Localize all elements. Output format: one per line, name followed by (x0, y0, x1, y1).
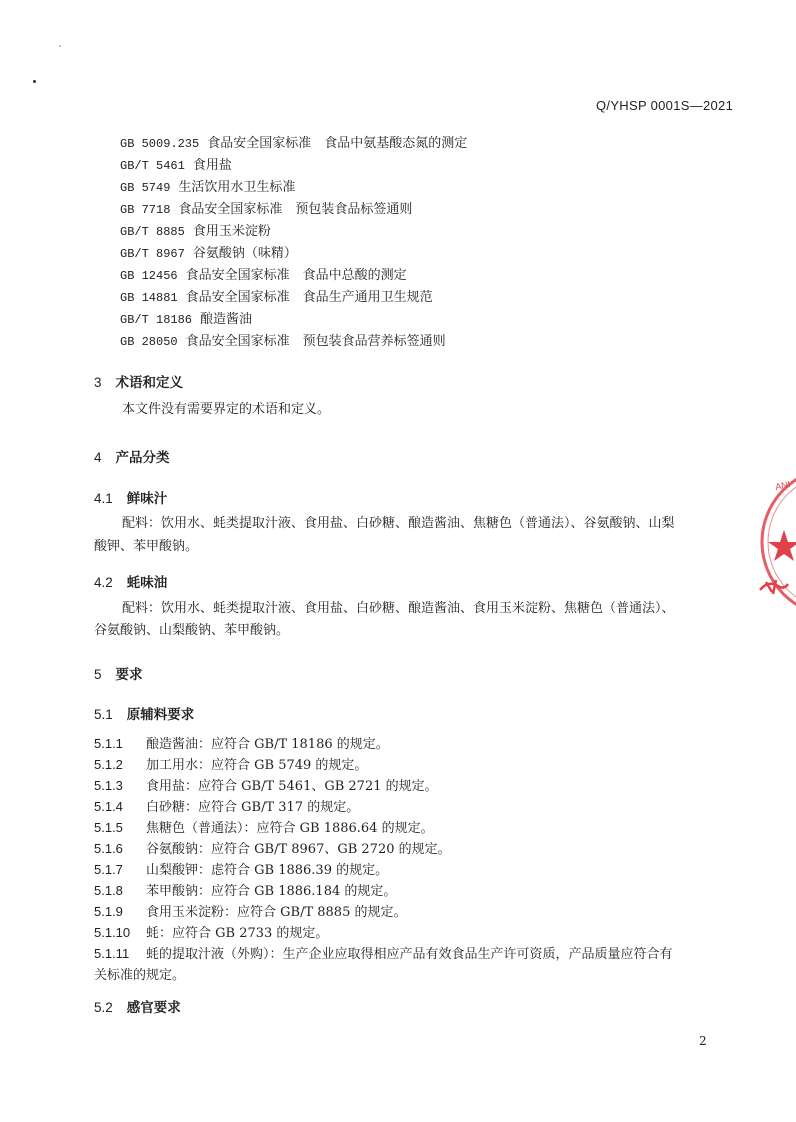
ingredients-text: 配料：饮用水、蚝类提取汁液、食用盐、白砂糖、酿造酱油、焦糖色（普通法）、谷氨酸钠、山梨 (122, 516, 675, 531)
reference-item: GB 14881 食品安全国家标准 食品生产通用卫生规范 (120, 290, 433, 305)
scan-mark (59, 45, 61, 47)
reference-item: GB/T 8967 谷氨酸钠（味精） (120, 246, 297, 261)
list-item: 5.1.3 食用盐：应符合 GB/T 5461、GB 2721 的规定。 (94, 778, 438, 794)
ingredients-text: 酸钾、苯甲酸钠。 (94, 539, 199, 554)
svg-text:ANI: ANI (774, 479, 792, 492)
list-item: 5.1.11 蚝的提取汁液（外购）：生产企业应取得相应产品有效食品生产许可资质，产品质量应符合有 (94, 946, 673, 962)
red-seal-stamp-icon (756, 462, 796, 622)
section-heading: 4 产品分类 (94, 450, 170, 465)
list-item: 5.1.8 苯甲酸钠：应符合 GB 1886.184 的规定。 (94, 883, 397, 899)
subsection-heading: 4.1 鲜味汁 (94, 491, 168, 506)
list-item: 5.1.7 山梨酸钾：虑符合 GB 1886.39 的规定。 (94, 862, 389, 878)
reference-item: GB/T 8885 食用玉米淀粉 (120, 224, 271, 239)
reference-item: GB 7718 食品安全国家标准 预包装食品标签通则 (120, 202, 413, 217)
reference-item: GB 28050 食品安全国家标准 预包装食品营养标签通则 (120, 334, 446, 349)
document-code: Q/YHSP 0001S—2021 (596, 98, 734, 113)
scan-mark (33, 80, 36, 83)
list-item: 5.1.2 加工用水：应符合 GB 5749 的规定。 (94, 757, 368, 773)
reference-item: GB 12456 食品安全国家标准 食品中总酸的测定 (120, 268, 407, 283)
list-item: 5.1.1 酿造酱油：应符合 GB/T 18186 的规定。 (94, 736, 389, 752)
list-item-continuation: 关标准的规定。 (94, 968, 186, 983)
list-item: 5.1.9 食用玉米淀粉：应符合 GB/T 8885 的规定。 (94, 904, 407, 920)
page-number: 2 (699, 1034, 707, 1048)
subsection-heading: 4.2 蚝味油 (94, 575, 168, 590)
reference-item: GB/T 5461 食用盐 (120, 158, 232, 173)
reference-item: GB/T 18186 酿造酱油 (120, 312, 253, 327)
list-item: 5.1.10 蚝：应符合 GB 2733 的规定。 (94, 925, 329, 941)
list-item: 5.1.5 焦糖色（普通法）：应符合 GB 1886.64 的规定。 (94, 820, 434, 836)
section-heading: 5 要求 (94, 667, 143, 682)
ingredients-text: 谷氨酸钠、山梨酸钠、苯甲酸钠。 (94, 623, 290, 638)
section-heading: 3 术语和定义 (94, 375, 184, 390)
list-item: 5.1.4 白砂糖：应符合 GB/T 317 的规定。 (94, 799, 360, 815)
subsection-heading: 5.2 感官要求 (94, 1000, 181, 1015)
reference-item: GB 5749 生活饮用水卫生标准 (120, 180, 296, 195)
subsection-heading: 5.1 原辅料要求 (94, 707, 195, 722)
list-item: 5.1.6 谷氨酸钠：应符合 GB/T 8967、GB 2720 的规定。 (94, 841, 451, 857)
ingredients-text: 配料：饮用水、蚝类提取汁液、食用盐、白砂糖、酿造酱油、食用玉米淀粉、焦糖色（普通法）、 (122, 601, 675, 616)
reference-item: GB 5009.235 食品安全国家标准 食品中氨基酸态氮的测定 (120, 136, 468, 151)
section-text: 本文件没有需要界定的术语和定义。 (122, 402, 331, 417)
